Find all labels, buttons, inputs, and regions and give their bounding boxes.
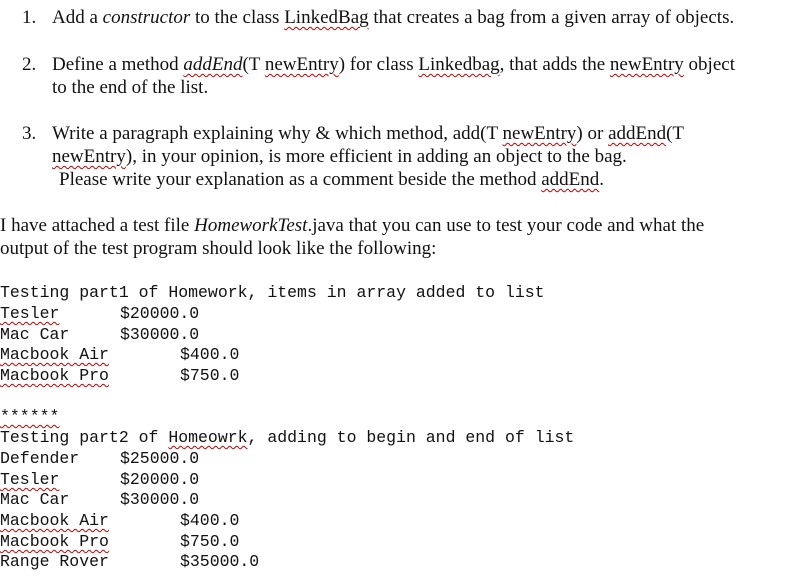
part2-header: Testing part2 of Homeowrk, adding to begin and end of list — [0, 428, 575, 447]
row-name: Mac Car — [0, 490, 70, 509]
row-value: $400.0 — [180, 511, 240, 530]
row-value: $750.0 — [180, 366, 240, 385]
separator: ****** — [0, 407, 60, 426]
row-value: $30000.0 — [120, 325, 200, 344]
item-text: Define a method addEnd(T newEntry) for class Linkedbag, that adds the newEntry object — [52, 54, 735, 75]
row-value: $750.0 — [180, 532, 240, 551]
paragraph-line1: I have attached a test file HomeworkTest.java that you can use to test your code and what the — [0, 215, 705, 236]
row-name: Macbook Air — [0, 511, 109, 530]
row-name: Macbook Air — [0, 345, 109, 364]
row-name: Tesler — [0, 304, 60, 323]
item-text-line2: newEntry), in your opinion, is more efficient in adding an object to the bag. — [52, 146, 627, 167]
item-number: 2. — [22, 54, 37, 75]
row-value: $35000.0 — [180, 552, 260, 571]
row-value: $20000.0 — [120, 304, 200, 323]
item-number: 1. — [22, 7, 37, 28]
row-value: $400.0 — [180, 345, 240, 364]
item-text-line2: to the end of the list. — [52, 77, 209, 98]
row-name: Tesler — [0, 470, 60, 489]
row-value: $30000.0 — [120, 490, 200, 509]
paragraph-line2: output of the test program should look like the following: — [0, 238, 437, 259]
item-text: Add a constructor to the class LinkedBag that creates a bag from a given array of objects. — [52, 7, 735, 28]
row-value: $20000.0 — [120, 470, 200, 489]
row-value: $25000.0 — [120, 449, 200, 468]
item-text-line3: Please write your explanation as a comment beside the method addEnd. — [59, 169, 605, 190]
row-name: Defender — [0, 449, 80, 468]
item-number: 3. — [22, 123, 37, 144]
row-name: Macbook Pro — [0, 532, 109, 551]
item-text: Write a paragraph explaining why & which method, add(T newEntry) or addEnd(T — [52, 123, 685, 144]
part1-header: Testing part1 of Homework, items in array added to list — [0, 283, 545, 302]
row-name: Macbook Pro — [0, 366, 109, 385]
row-name: Range Rover — [0, 552, 109, 571]
row-name: Mac Car — [0, 325, 70, 344]
